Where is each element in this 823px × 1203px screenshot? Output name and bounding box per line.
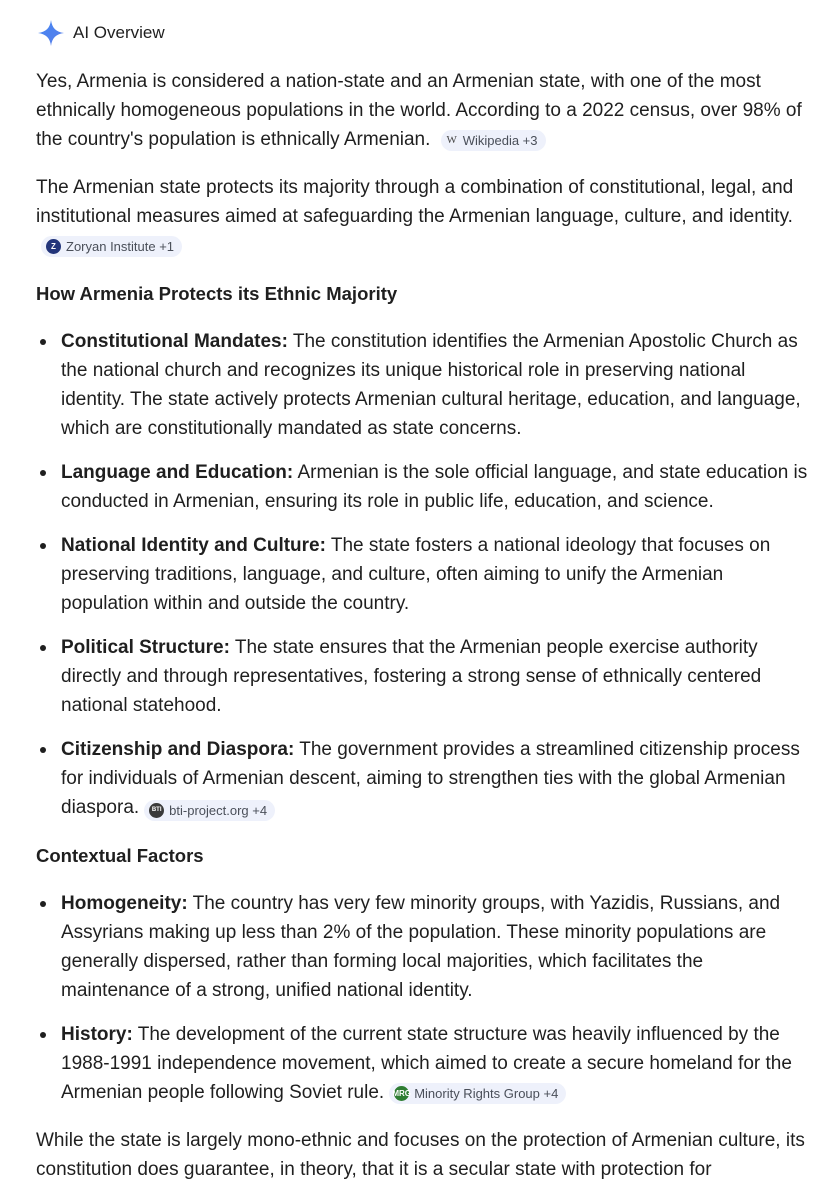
item-text: Armenian is the sole official language, and state education is conducted in Armenian, ensuring its role in public life, education, and science. <box>61 462 808 512</box>
section-heading-contextual: Contextual Factors <box>36 845 204 866</box>
list-item <box>61 458 808 516</box>
list-item <box>61 633 808 720</box>
source-chip-label: Minority Rights Group +4 <box>414 1086 559 1101</box>
ai-overview-header <box>36 18 165 48</box>
source-chip-zoryan[interactable] <box>41 236 182 257</box>
item-text: The government provides a streamlined citizenship process for individuals of Armenian descent, aiming to strengthen ties with the global Armenian diaspora. <box>61 739 800 818</box>
list-item <box>61 531 808 618</box>
item-term: National Identity and Culture: <box>61 535 326 556</box>
intro-text: The Armenian state protects its majority through a combination of constitutional, legal, and institutional measures aimed at safeguarding the Armenian language, culture, and identity. <box>36 177 794 227</box>
intro-text: Yes, Armenia is considered a nation-state and an Armenian state, with one of the most ethnically homogeneous populations in the world. According to a 2022 census, over 98% of the country's population is ethnically Armenian. <box>36 71 802 150</box>
item-text: The state ensures that the Armenian people exercise authority directly and through representatives, fostering a strong sense of ethnically centered national statehood. <box>61 637 762 716</box>
wikipedia-icon: W <box>446 134 457 146</box>
list-item <box>61 889 808 1005</box>
minority-rights-group-icon: MRG <box>394 1086 409 1101</box>
bti-project-icon: BTI <box>149 803 164 818</box>
item-term: Language and Education: <box>61 462 294 483</box>
list-item <box>61 327 808 443</box>
source-chip-label: Zoryan Institute +1 <box>66 239 175 254</box>
section-heading-protections: How Armenia Protects its Ethnic Majority <box>36 283 398 304</box>
source-chip-minority-rights[interactable] <box>389 1083 566 1104</box>
list-item <box>61 1020 808 1107</box>
ai-overview-title: AI Overview <box>73 23 165 42</box>
item-text: The state fosters a national ideology that focuses on preserving traditions, language, and culture, often aiming to unify the Armenian population within and outside the country. <box>61 535 771 614</box>
item-text: The country has very few minority groups, with Yazidis, Russians, and Assyrians making up less than 2% of the population. These minority populations are generally dispersed, rather than forming local majorities, which facilitates the maintenance of a strong, unified national identity. <box>61 893 781 1001</box>
zoryan-institute-icon: Z <box>46 239 61 254</box>
list-item <box>61 735 808 822</box>
item-text: The constitution identifies the Armenian Apostolic Church as the national church and recognizes its unique historical role in preserving national identity. The state actively protects Armenian cultural heritage, education, and language, which are constitutionally mandated as state concerns. <box>61 331 801 439</box>
intro-paragraph <box>36 67 808 154</box>
item-term: Homogeneity: <box>61 893 188 914</box>
overview-content <box>36 67 808 1203</box>
source-chip-label: Wikipedia +3 <box>462 133 538 148</box>
protections-list <box>36 327 808 822</box>
contextual-list <box>36 889 808 1107</box>
source-chip-label: bti-project.org +4 <box>169 803 268 818</box>
item-text: The development of the current state structure was heavily influenced by the 1988-1991 independence movement, which aimed to create a secure homeland for the Armenian people following Soviet rule. <box>61 1024 792 1103</box>
intro-paragraph <box>36 173 808 260</box>
closing-paragraph: While the state is largely mono-ethnic and focuses on the protection of Armenian culture, its constitution does guarantee, in theory, that it is a secular state with protection for <box>36 1130 805 1180</box>
item-term: Citizenship and Diaspora: <box>61 739 295 760</box>
source-chip-bti[interactable] <box>144 800 275 821</box>
item-term: History: <box>61 1024 133 1045</box>
source-chip-wikipedia[interactable] <box>441 130 546 151</box>
sparkle-icon <box>36 18 66 48</box>
item-term: Constitutional Mandates: <box>61 331 288 352</box>
item-term: Political Structure: <box>61 637 230 658</box>
